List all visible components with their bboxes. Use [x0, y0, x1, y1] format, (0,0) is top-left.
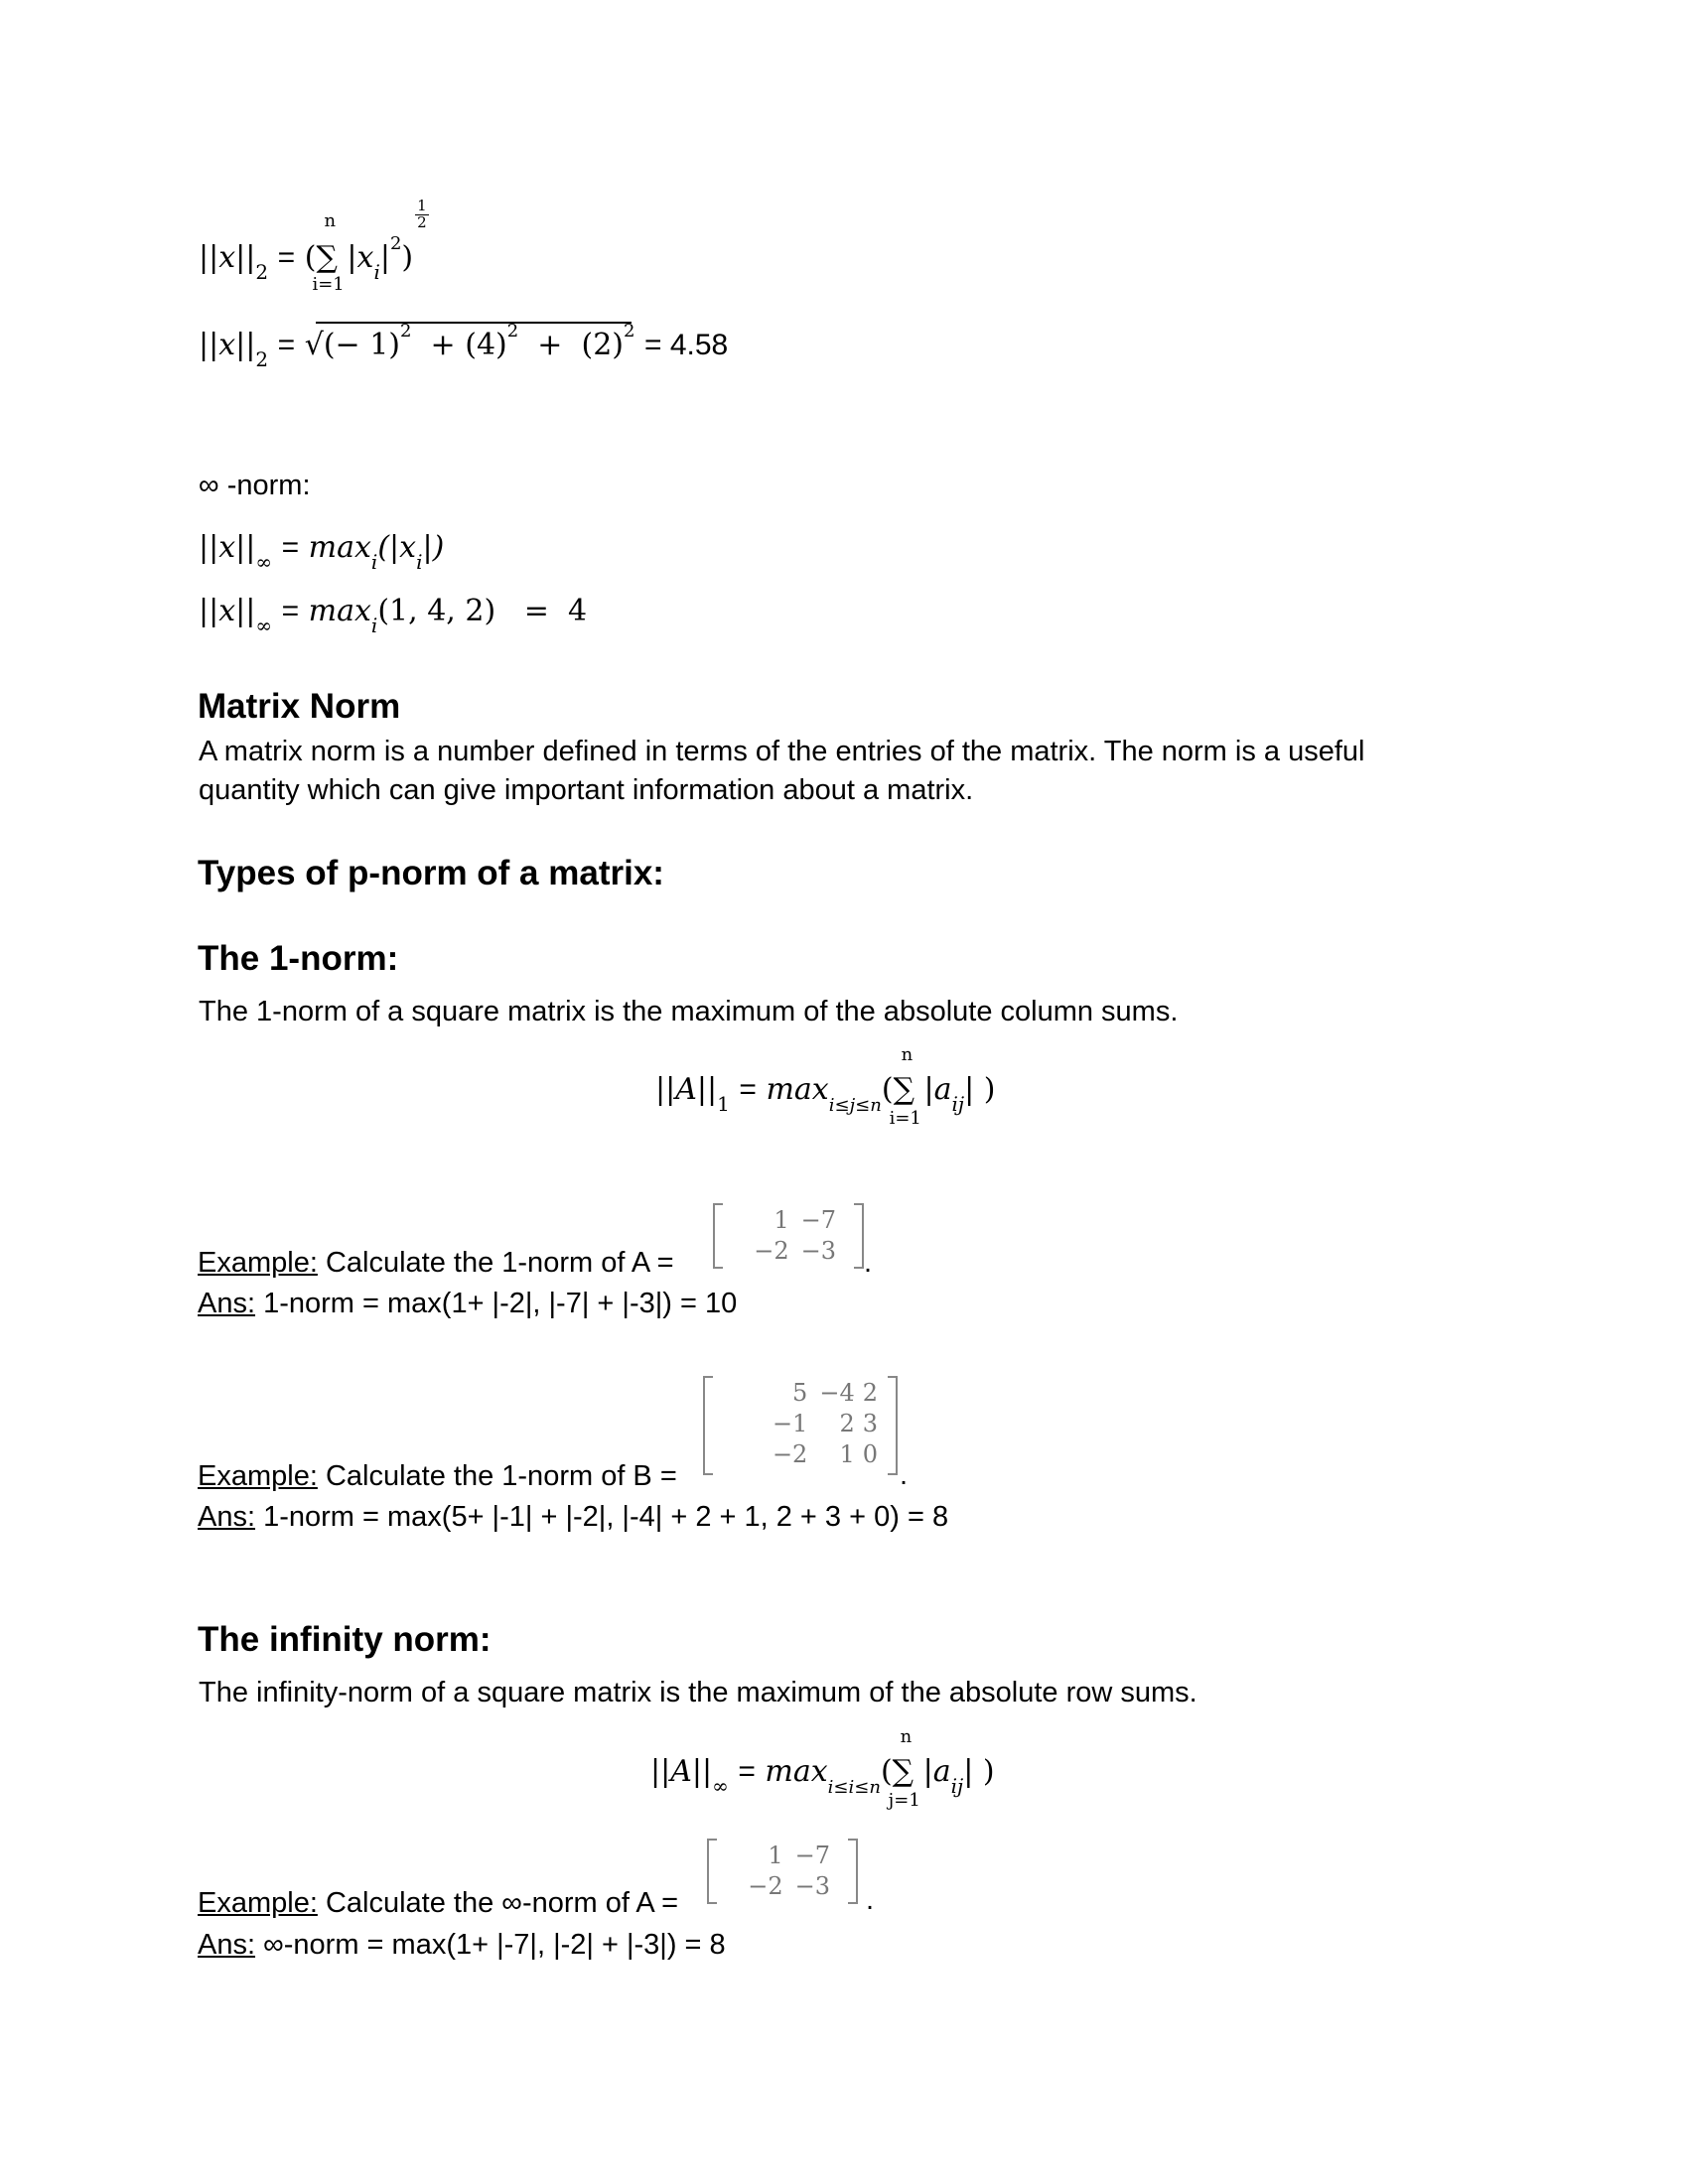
equals: = — [738, 1755, 756, 1788]
matrix-cell: −2 — [748, 1872, 783, 1900]
matrix-a — [713, 1203, 864, 1269]
result: = 4 — [523, 594, 588, 628]
equals: = — [277, 241, 296, 274]
matrix-cell: 1 — [839, 1440, 855, 1468]
example-label: Example: — [198, 1460, 318, 1492]
norm-symbol: ||x|| — [199, 328, 256, 362]
superscript: 2 — [506, 321, 519, 341]
right-bracket — [848, 1839, 858, 1904]
norm-symbol: ||A|| — [655, 1072, 718, 1107]
subscript: 2 — [255, 347, 269, 371]
example-text: Calculate the 1-norm of B = — [317, 1460, 685, 1492]
norm-symbol: ||x|| — [199, 594, 256, 628]
subscript: i — [370, 550, 378, 574]
matrix-cell: −2 — [772, 1440, 808, 1468]
matrix-cell: −7 — [800, 1206, 836, 1234]
left-bracket — [703, 1376, 713, 1475]
infinity-example-question — [198, 1889, 686, 1918]
sigma — [888, 1726, 920, 1811]
term-close: | ) — [963, 1754, 995, 1789]
term: (− 1) — [323, 328, 401, 362]
equals: = — [739, 1073, 757, 1106]
exponent-fraction — [415, 199, 429, 230]
norm-symbol: ||A|| — [650, 1754, 713, 1789]
subscript: ∞ — [255, 614, 273, 637]
function: max — [766, 1072, 829, 1107]
matrix-period: . — [864, 1247, 873, 1279]
matrix-period: . — [900, 1459, 909, 1491]
argument: (1, 4, 2) — [377, 594, 496, 628]
equals: = — [281, 595, 300, 627]
matrix-cell: 1 — [774, 1206, 789, 1234]
subscript: 1 — [717, 1092, 730, 1116]
answer-label: Ans: — [198, 1501, 256, 1533]
subscript: ∞ — [255, 550, 273, 574]
sigma-symbol: ∑ — [893, 1072, 914, 1107]
term: |x — [347, 240, 374, 275]
term: |a — [922, 1754, 951, 1789]
sigma-symbol: ∑ — [316, 240, 338, 275]
function: max — [308, 530, 371, 565]
equals: = — [277, 329, 296, 361]
matrix-a-entries — [748, 1205, 842, 1267]
inf-norm-label: ∞ -norm: — [199, 470, 311, 501]
function: max — [765, 1754, 828, 1789]
infinity-example-answer — [198, 1931, 726, 1960]
radical-bar — [316, 322, 632, 324]
one-norm-description: The 1-norm of a square matrix is the maximum of the absolute column sums. — [199, 996, 1179, 1027]
answer-text: 1-norm = max(1+ |-2|, |-7| + |-3|) = 10 — [255, 1288, 738, 1319]
infinity-norm-description: The infinity-norm of a square matrix is the maximum of the absolute row sums. — [199, 1677, 1197, 1708]
left-bracket — [707, 1839, 717, 1904]
sigma — [312, 210, 345, 295]
inf-norm-definition — [199, 530, 445, 574]
subscript: ij — [950, 1774, 964, 1798]
sigma-upper: n — [900, 1726, 913, 1747]
plus: + — [537, 328, 563, 362]
sigma-symbol: ∑ — [892, 1754, 914, 1789]
answer-label: Ans: — [198, 1288, 256, 1319]
matrix-cell: 5 — [792, 1379, 808, 1407]
sigma — [889, 1044, 921, 1129]
matrix-cell: 3 — [862, 1410, 878, 1437]
fraction-numerator: 1 — [417, 197, 427, 214]
matrix-cell: 2 — [862, 1379, 878, 1407]
paren: ( — [881, 1072, 894, 1107]
matrix-period: . — [866, 1884, 875, 1916]
subscript: i≤j≤n — [828, 1095, 882, 1116]
matrix-cell: 2 — [839, 1410, 855, 1437]
norm-symbol: ||x|| — [199, 240, 256, 275]
example-label: Example: — [198, 1247, 318, 1279]
sigma-lower: i=1 — [312, 274, 345, 295]
term: (2) — [581, 328, 624, 362]
subscript: ∞ — [712, 1774, 729, 1798]
subscript: 2 — [255, 260, 269, 284]
answer-label: Ans: — [198, 1929, 256, 1961]
two-norm-calculation — [199, 321, 729, 371]
subscript: i — [370, 614, 378, 637]
plus: + — [430, 328, 456, 362]
matrix-norm-heading: Matrix Norm — [198, 687, 401, 726]
term: |a — [923, 1072, 952, 1107]
matrix-cell: 0 — [862, 1440, 878, 1468]
superscript: 2 — [400, 321, 412, 341]
function: max — [308, 594, 371, 628]
superscript: 2 — [389, 233, 402, 254]
argument-close: |) — [422, 530, 445, 565]
term-close: | — [379, 240, 390, 275]
subscript: i — [416, 550, 423, 574]
argument: (|x — [377, 530, 417, 565]
sigma-upper: n — [324, 210, 337, 231]
infinity-norm-formula — [650, 1726, 995, 1811]
right-bracket — [888, 1376, 898, 1475]
superscript: 2 — [623, 321, 635, 341]
right-bracket — [854, 1203, 864, 1269]
one-norm-formula — [655, 1044, 996, 1129]
matrix-b — [703, 1376, 898, 1475]
subscript: i — [373, 260, 380, 284]
paren: ( — [880, 1754, 893, 1789]
matrix-cell: −7 — [794, 1842, 830, 1869]
result: = 4.58 — [643, 329, 729, 361]
subscript: i≤i≤n — [827, 1777, 881, 1798]
paren: ) — [401, 240, 414, 275]
sigma-upper: n — [901, 1044, 914, 1065]
matrix-cell: −2 — [754, 1237, 789, 1265]
sigma-lower: i=1 — [889, 1108, 921, 1129]
matrix-cell: −3 — [794, 1872, 830, 1900]
left-bracket — [713, 1203, 723, 1269]
example-text: Calculate the 1-norm of A = — [317, 1247, 682, 1279]
example-label: Example: — [198, 1887, 318, 1919]
example1-answer — [198, 1290, 737, 1318]
example-text: Calculate the ∞-norm of A = — [317, 1887, 687, 1919]
infinity-norm-heading: The infinity norm: — [198, 1620, 492, 1659]
equals: = — [281, 531, 300, 564]
term: (4) — [465, 328, 507, 362]
matrix-cell: −3 — [800, 1237, 836, 1265]
one-norm-heading: The 1-norm: — [198, 939, 399, 978]
matrix-norm-paragraph-line1: A matrix norm is a number defined in terms of the entries of the matrix. The norm is a useful — [199, 736, 1365, 767]
inf-norm-calculation — [199, 594, 588, 637]
radical-icon: √ — [304, 328, 324, 362]
matrix-entries — [742, 1841, 836, 1902]
paren: ( — [304, 240, 317, 275]
matrix-a-infinity — [707, 1839, 858, 1904]
norm-symbol: ||x|| — [199, 530, 256, 565]
matrix-cell: −4 — [819, 1379, 855, 1407]
two-norm-definition — [199, 197, 427, 295]
answer-text: 1-norm = max(5+ |-1| + |-2|, |-4| + 2 + 1, 2 + 3 + 0) = 8 — [255, 1501, 949, 1533]
example1-question — [198, 1249, 682, 1278]
matrix-cell: −1 — [772, 1410, 808, 1437]
matrix-b-entries — [767, 1378, 880, 1470]
example2-answer — [198, 1503, 948, 1532]
subscript: ij — [951, 1092, 965, 1116]
fraction-denominator: 2 — [417, 213, 427, 231]
matrix-cell: 1 — [768, 1842, 783, 1869]
term-close: | ) — [964, 1072, 996, 1107]
types-heading: Types of p-norm of a matrix: — [198, 854, 664, 892]
answer-text: ∞-norm = max(1+ |-7|, |-2| + |-3|) = 8 — [255, 1929, 726, 1961]
example2-question — [198, 1462, 685, 1491]
matrix-norm-paragraph-line2: quantity which can give important information about a matrix. — [199, 774, 974, 806]
sigma-lower: j=1 — [888, 1790, 920, 1811]
